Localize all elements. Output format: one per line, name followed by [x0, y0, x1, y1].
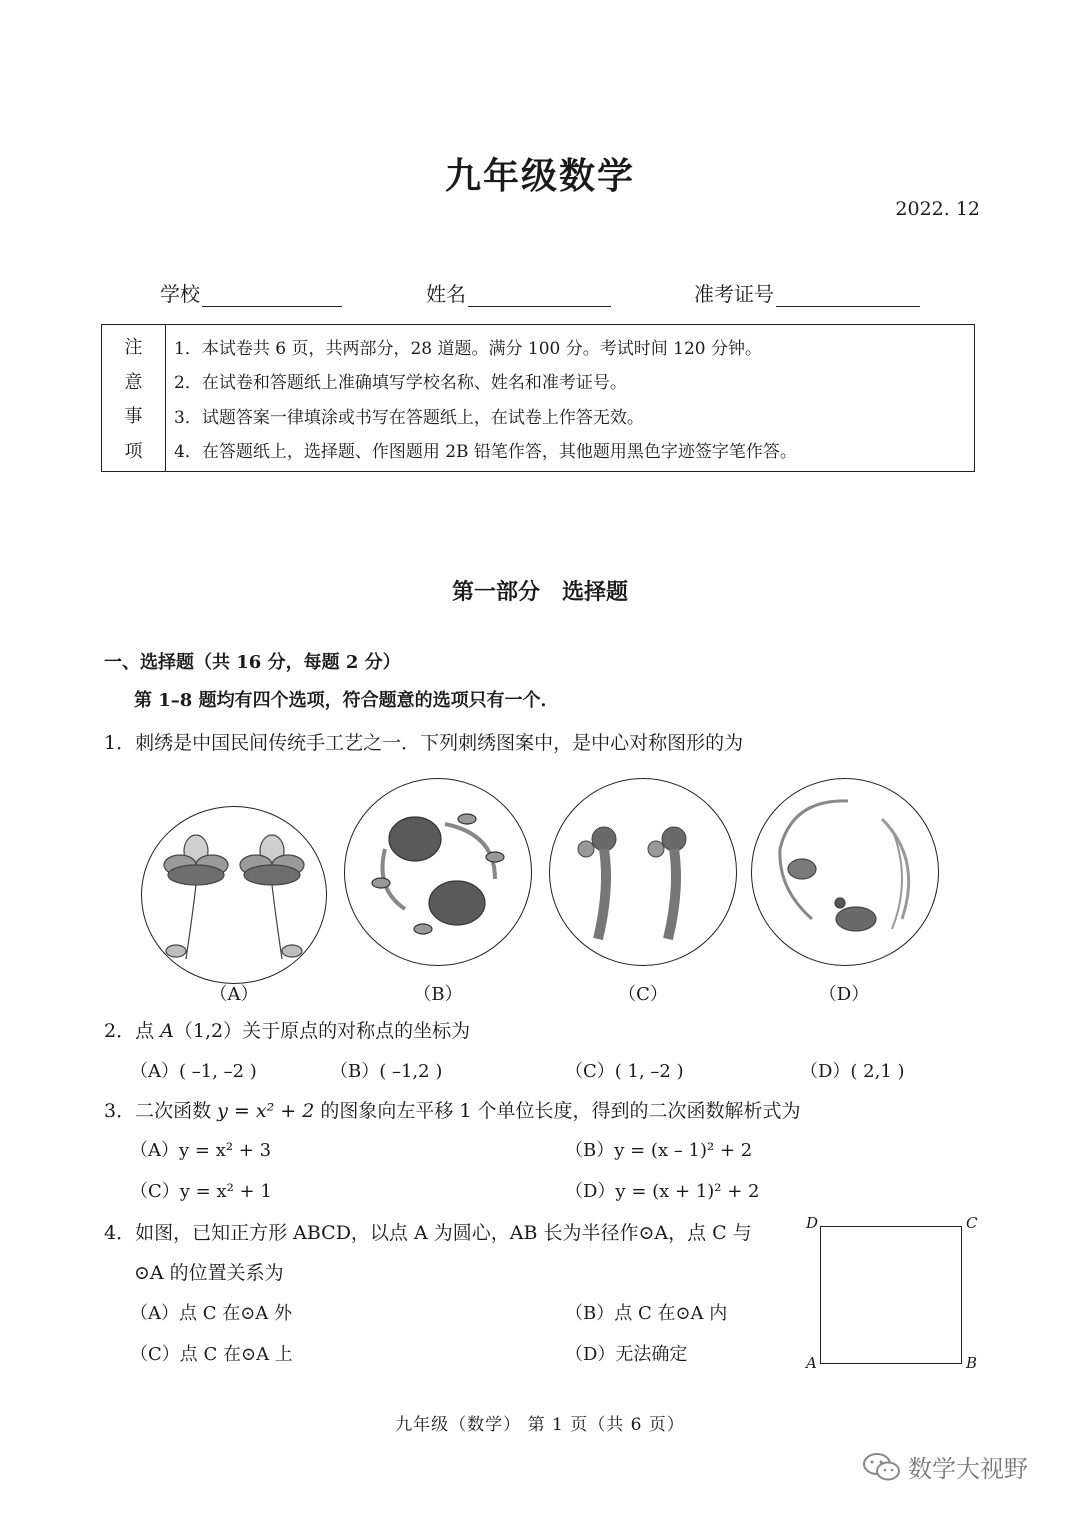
notice-label-char: 意: [124, 371, 143, 393]
embroidery-c-image[interactable]: [549, 778, 737, 966]
school-blank[interactable]: [202, 284, 342, 307]
option-b-label: （B）: [413, 984, 463, 1005]
name-blank[interactable]: [468, 284, 611, 307]
notice-label-char: 事: [124, 406, 143, 428]
notice-label: [102, 325, 166, 471]
notice-label-char: 注: [124, 337, 143, 359]
vertex-d-label: D: [806, 1214, 819, 1232]
school-label: 学校: [160, 282, 200, 306]
exam-id-label: 准考证号: [694, 282, 774, 306]
q3-stem-prefix: 3．二次函数: [104, 1100, 218, 1122]
notice-label-char: 项: [124, 440, 143, 462]
watermark: [862, 1449, 1028, 1484]
phoenix-pair-icon: [752, 779, 938, 965]
exam-id-blank[interactable]: [776, 284, 920, 307]
notice-item: 1．本试卷共 6 页，共两部分，28 道题。满分 100 分。考试时间 120 分钟。: [174, 338, 762, 359]
wechat-icon: [862, 1451, 902, 1483]
page-footer: 九年级（数学） 第 1 页（共 6 页）: [395, 1415, 685, 1435]
exam-id-field[interactable]: [694, 278, 920, 307]
question-group-heading: 一、选择题（共 16 分，每题 2 分）: [104, 652, 401, 673]
vertex-c-label: C: [966, 1214, 978, 1232]
q3-stem: [104, 1096, 801, 1123]
watermark-text: 数学大视野: [908, 1455, 1028, 1483]
square-abcd-diagram: [820, 1226, 962, 1364]
q2-option-c[interactable]: （C）( 1, –2 ): [565, 1061, 684, 1082]
q4-option-b[interactable]: （B）点 C 在⊙A 内: [565, 1303, 728, 1324]
q4-option-c[interactable]: （C）点 C 在⊙A 上: [130, 1344, 293, 1365]
embroidery-a-image[interactable]: [141, 806, 327, 984]
embroidery-b-image[interactable]: [344, 778, 532, 966]
q2-option-a[interactable]: （A）( –1, –2 ): [130, 1061, 257, 1082]
notice-item: 4．在答题纸上，选择题、作图题用 2B 铅笔作答，其他题用黑色字迹签字笔作答。: [174, 442, 797, 463]
notice-item: 3．试题答案一律填涂或书写在答题纸上，在试卷上作答无效。: [174, 407, 644, 428]
peacock-pair-icon: [550, 779, 736, 965]
q3-option-c[interactable]: （C）y = x² + 1: [130, 1181, 272, 1202]
q1-stem: 1．刺绣是中国民间传统手工艺之一．下列刺绣图案中，是中心对称图形的为: [104, 732, 744, 754]
option-c-label: （C）: [618, 984, 668, 1005]
q3-stem-suffix: 的图象向左平移 1 个单位长度，得到的二次函数解析式为: [314, 1100, 801, 1122]
q2-stem: [104, 1016, 470, 1043]
notice-item: 2．在试卷和答题纸上准确填写学校名称、姓名和准考证号。: [174, 373, 627, 394]
q3-option-d[interactable]: （D）y = (x + 1)² + 2: [565, 1181, 760, 1202]
q2-point: A: [160, 1020, 174, 1042]
option-a-label: （A）: [209, 984, 259, 1005]
section-title: 第一部分 选择题: [451, 579, 628, 605]
q3-option-b[interactable]: （B）y = (x – 1)² + 2: [565, 1140, 753, 1161]
q4-stem-line1: 4．如图，已知正方形 ABCD，以点 A 为圆心，AB 长为半径作⊙A，点 C 与: [104, 1222, 752, 1244]
flower-pair-icon: [142, 807, 326, 983]
name-field[interactable]: [426, 278, 611, 307]
embroidery-d-image[interactable]: [751, 778, 939, 966]
page-title: 九年级数学: [444, 155, 635, 197]
option-d-label: （D）: [818, 984, 870, 1005]
vertex-b-label: B: [966, 1354, 978, 1372]
q2-option-d[interactable]: （D）( 2,1 ): [800, 1061, 905, 1082]
q2-stem-prefix: 2．点: [104, 1020, 161, 1042]
peony-wreath-icon: [345, 779, 531, 965]
q3-function: y = x² + 2: [217, 1100, 315, 1122]
name-label: 姓名: [426, 282, 466, 306]
q4-option-a[interactable]: （A）点 C 在⊙A 外: [130, 1303, 293, 1324]
exam-date: 2022. 12: [895, 198, 980, 220]
q2-option-b[interactable]: （B）( –1,2 ): [330, 1061, 443, 1082]
vertex-a-label: A: [806, 1354, 817, 1372]
q4-stem-line2: ⊙A 的位置关系为: [134, 1262, 284, 1284]
notice-items: [166, 325, 974, 471]
instruction: 第 1–8 题均有四个选项，符合题意的选项只有一个．: [134, 690, 559, 711]
q4-option-d[interactable]: （D）无法确定: [565, 1344, 688, 1365]
q2-stem-suffix: （1,2）关于原点的对称点的坐标为: [173, 1020, 471, 1042]
notice-box: [101, 324, 975, 472]
school-field[interactable]: [160, 278, 342, 307]
q3-option-a[interactable]: （A）y = x² + 3: [130, 1140, 272, 1161]
